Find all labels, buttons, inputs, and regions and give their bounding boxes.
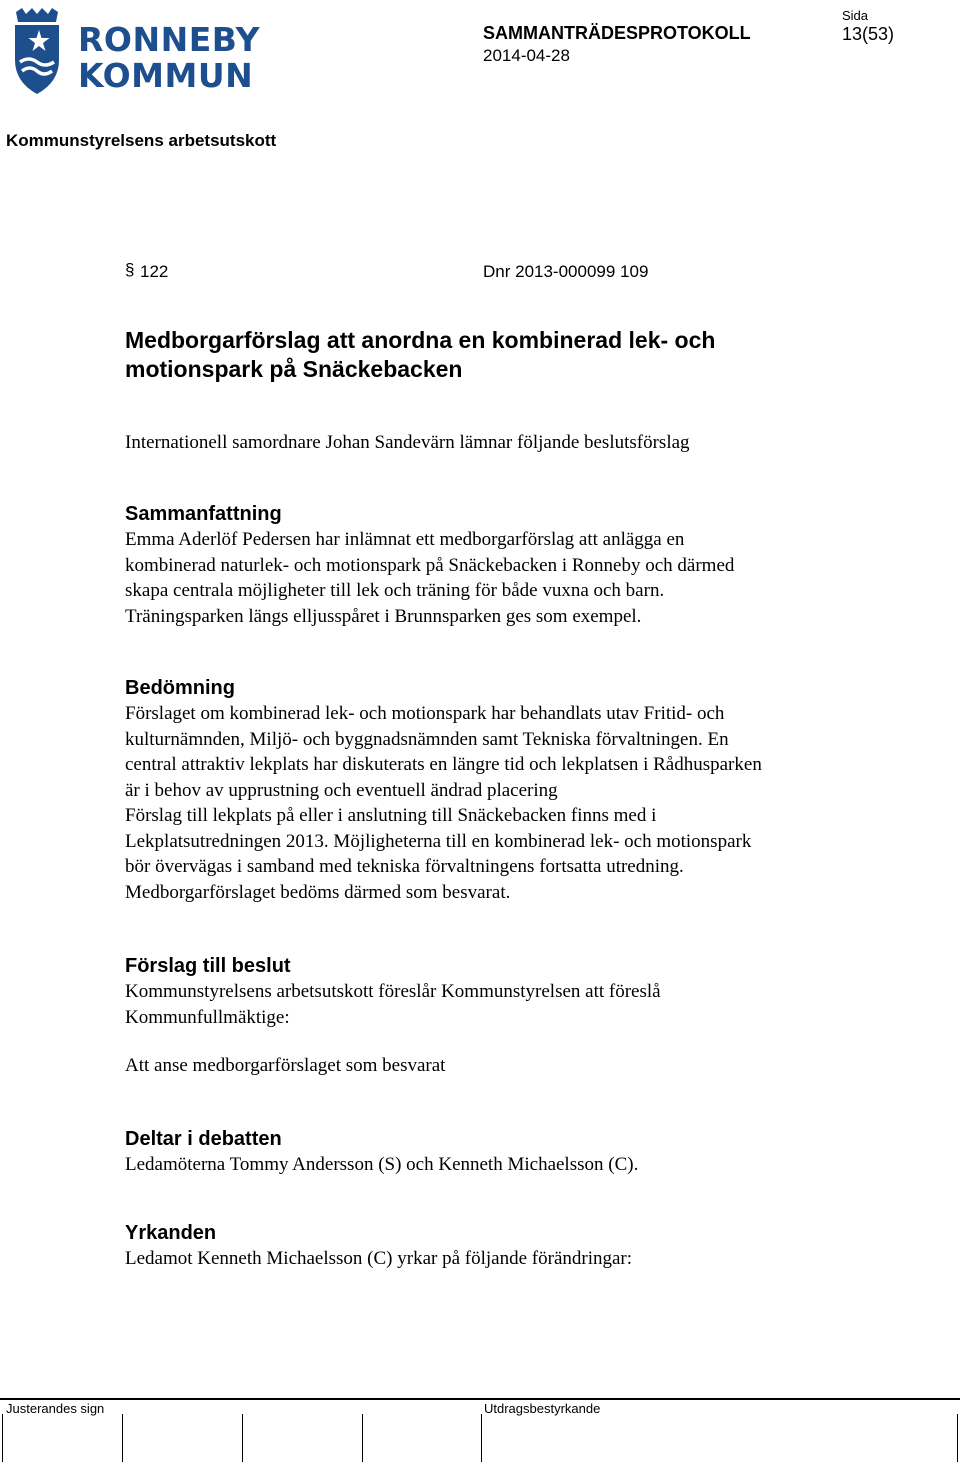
section-bedomning xyxy=(125,675,915,905)
logo-line-kommun: KOMMUN xyxy=(78,56,254,95)
signature-box-divider xyxy=(242,1414,243,1462)
signature-footer xyxy=(0,1398,960,1463)
signature-box-divider xyxy=(362,1414,363,1462)
body-line: kulturnämnden, Miljö- och byggnadsnämnden samt Tekniska förvaltningen. En xyxy=(125,728,729,750)
body-line: Träningsparken längs elljusspåret i Brunnsparken ges som exempel. xyxy=(125,605,642,627)
section-forslag-till-beslut xyxy=(125,953,915,1079)
page-number: 13(53) xyxy=(842,24,895,44)
footer-divider xyxy=(0,1398,960,1400)
section-heading: Bedömning xyxy=(125,677,235,699)
signature-box-divider xyxy=(481,1414,482,1462)
section-heading: Yrkanden xyxy=(125,1222,217,1244)
main-content xyxy=(125,326,915,1272)
body-line: Kommunstyrelsens arbetsutskott föreslår Kommunstyrelsen att föreslå xyxy=(125,981,661,1002)
signature-box-divider xyxy=(122,1414,123,1462)
body-line: central attraktiv lekplats har diskuterats en längre tid och lekplatsen i Rådhusparken xyxy=(125,754,762,775)
page-title xyxy=(125,326,915,384)
ronneby-kommun-logo xyxy=(12,8,264,94)
diary-number: Dnr 2013-000099 109 xyxy=(483,262,649,281)
document-date: 2014-04-28 xyxy=(483,46,570,65)
title-line: Medborgarförslag att anordna en kombinerad lek- och xyxy=(125,327,716,353)
signature-box-divider xyxy=(957,1414,958,1462)
body-line: Emma Aderlöf Pedersen har inlämnat ett medborgarförslag att anlägga en xyxy=(125,529,685,550)
body-line: Förslag till lekplats på eller i anslutning till Snäckebacken finns med i xyxy=(125,805,657,826)
intro-text: Internationell samordnare Johan Sandevärn lämnar följande beslutsförslag xyxy=(125,432,690,453)
body-line: Förslaget om kombinerad lek- och motionspark har behandlats utav Fritid- och xyxy=(125,703,725,724)
paragraph-sign: § xyxy=(125,260,135,279)
body-line: Kommunfullmäktige: xyxy=(125,1006,290,1028)
body-line: Ledamot Kenneth Michaelsson (C) yrkar på följande förändringar: xyxy=(125,1248,633,1269)
body-line: är i behov av upprustning och eventuell ändrad placering xyxy=(125,779,558,801)
justerandes-sign-label: Justerandes sign xyxy=(6,1401,105,1416)
signature-box-divider xyxy=(2,1414,3,1462)
body-line: bör övervägas i samband med tekniska förvaltningens fortsatta utredning. xyxy=(125,856,684,877)
section-heading: Förslag till beslut xyxy=(125,955,291,977)
section-heading: Sammanfattning xyxy=(125,503,282,525)
utdragsbestyrkande-label: Utdragsbestyrkande xyxy=(484,1401,601,1416)
title-line: motionspark på Snäckebacken xyxy=(125,356,463,382)
body-line: kombinerad naturlek- och motionspark på Snäckebacken i Ronneby och därmed xyxy=(125,554,735,576)
body-line: Medborgarförslaget bedöms därmed som besvarat. xyxy=(125,881,511,903)
paragraph-number: 122 xyxy=(140,262,169,281)
committee-name: Kommunstyrelsens arbetsutskott xyxy=(6,131,277,150)
document-type: SAMMANTRÄDESPROTOKOLL xyxy=(483,23,751,43)
body-line: Ledamöterna Tommy Andersson (S) och Kenneth Michaelsson (C). xyxy=(125,1153,639,1175)
logo-line-ronneby: RONNEBY xyxy=(78,20,260,59)
section-yrkanden xyxy=(125,1220,915,1272)
ronneby-coat-of-arms-icon xyxy=(12,8,62,94)
section-deltar-i-debatten xyxy=(125,1126,915,1178)
page-label: Sida xyxy=(842,8,869,23)
body-line: Lekplatsutredningen 2013. Möjligheterna till en kombinerad lek- och motionspark xyxy=(125,830,752,852)
body-line: skapa centrala möjligheter till lek och träning för både vuxna och barn. xyxy=(125,580,665,601)
section-sammanfattning xyxy=(125,501,915,629)
section-heading: Deltar i debatten xyxy=(125,1127,282,1150)
decision-text: Att anse medborgarförslaget som besvarat xyxy=(125,1055,446,1076)
